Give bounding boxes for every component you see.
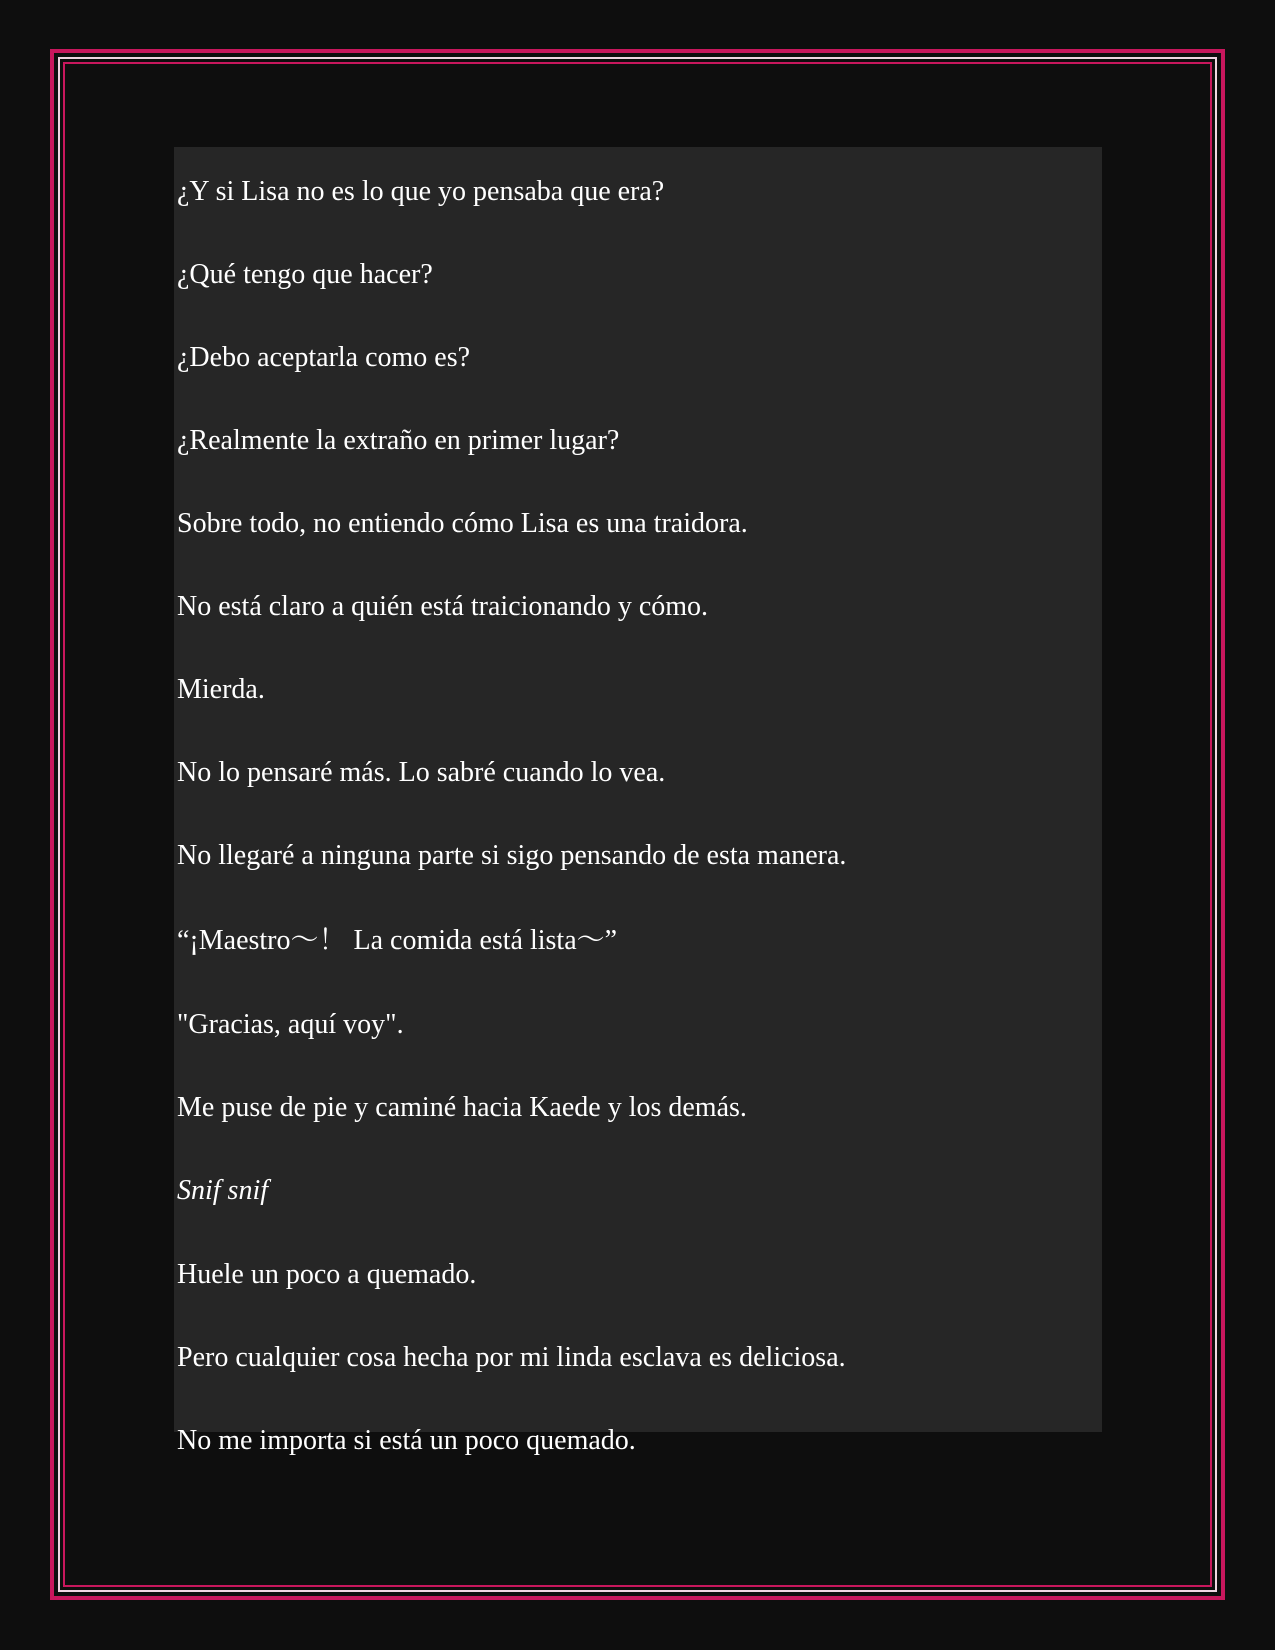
paragraph-5: Sobre todo, no entiendo cómo Lisa es una traidora.: [177, 508, 748, 539]
text-panel: [174, 147, 1102, 1456]
paragraph-6: No está claro a quién está traicionando y cómo.: [177, 591, 709, 622]
paragraph-1: ¿Y si Lisa no es lo que yo pensaba que era?: [177, 176, 665, 207]
paragraph-4: ¿Realmente la extraño en primer lugar?: [177, 425, 620, 456]
paragraph-11: "Gracias, aquí voy".: [177, 1009, 404, 1040]
paragraph-2: ¿Qué tengo que hacer?: [177, 259, 433, 290]
paragraph-12: Me puse de pie y caminé hacia Kaede y los demás.: [177, 1092, 747, 1123]
paragraph-3: ¿Debo aceptarla como es?: [177, 342, 471, 373]
paragraph-8: No lo pensaré más. Lo sabré cuando lo vea.: [177, 757, 666, 788]
paragraph-15: Pero cualquier cosa hecha por mi linda esclava es deliciosa.: [177, 1342, 846, 1373]
paragraph-14: Huele un poco a quemado.: [177, 1259, 477, 1290]
paragraph-7: Mierda.: [177, 674, 265, 705]
paragraph-13: Snif snif: [177, 1175, 269, 1206]
paragraph-16: No me importa si está un poco quemado.: [177, 1425, 636, 1456]
paragraph-9: No llegaré a ninguna parte si sigo pensando de esta manera.: [177, 840, 847, 871]
paragraph-10: “¡Maestro～！ La comida está lista～”: [177, 925, 618, 956]
